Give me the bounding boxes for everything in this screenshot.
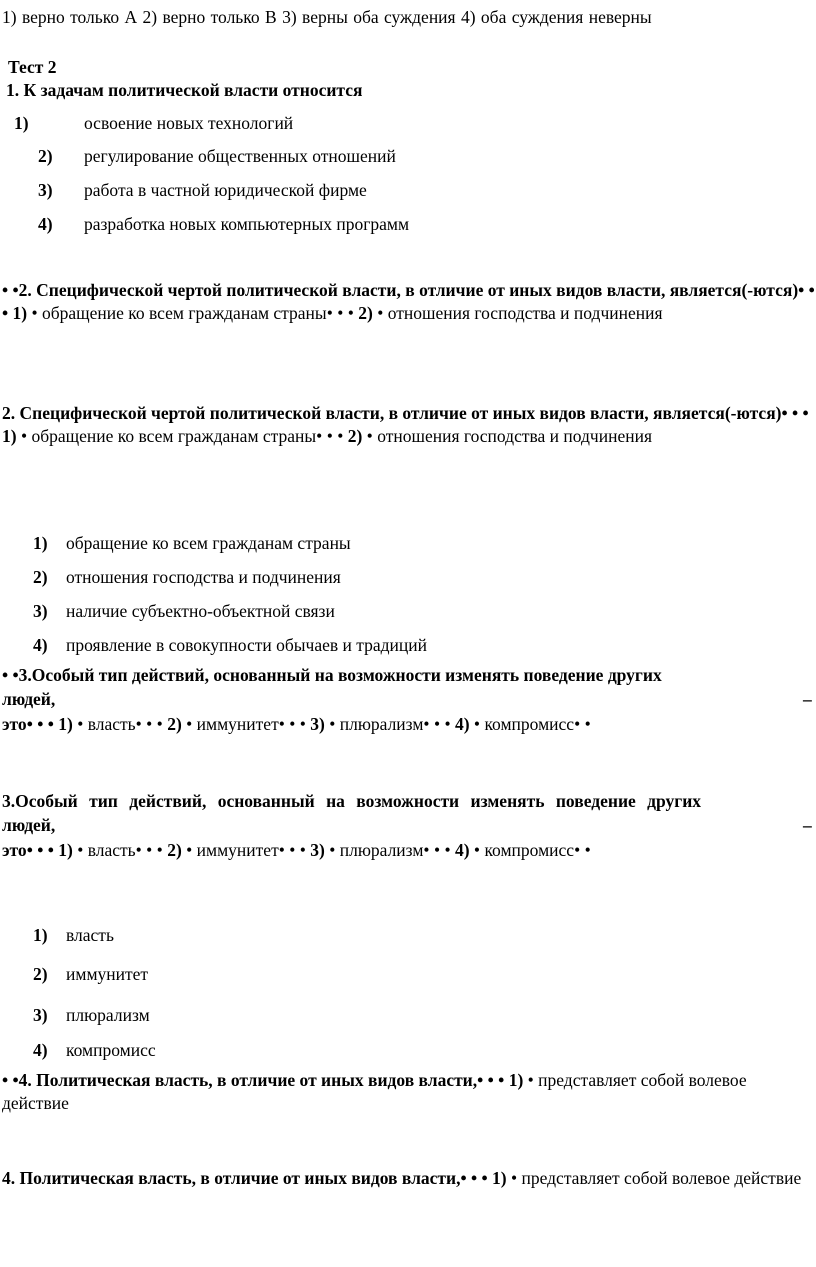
q3a-text-2: иммунитет [196, 714, 279, 734]
bullet-icon: • [47, 714, 54, 734]
q2-option-4-num: 4) [33, 635, 48, 655]
bullet-icon: • [329, 840, 336, 860]
bullet-icon: • [473, 840, 481, 860]
bullet-icon: • [329, 714, 336, 734]
q3a-num-3: 3) [310, 714, 325, 734]
q1-question: 1. К задачам политической власти относится [6, 80, 363, 100]
q3-option-1-text: власть [66, 925, 114, 945]
bullet-icon: • [584, 714, 591, 734]
q3b-line-1: 3.Особый тип действий, основанный на возможности изменять поведение других [2, 791, 702, 811]
q2-garbled-a [2, 279, 816, 325]
q1-option-1-num: 1) [14, 113, 29, 133]
q4b-text-1: представляет собой волевое действие [521, 1168, 802, 1188]
bullet-icon: • [156, 840, 163, 860]
q3-option-3-num: 3) [33, 1005, 48, 1025]
q4a-num-1: 1) [508, 1070, 524, 1090]
q2-option-1-num: 1) [33, 533, 48, 553]
bullet-icon: • [186, 714, 193, 734]
q2b-text-1: обращение ко всем гражданам страны [31, 426, 317, 446]
bullet-icon: • [37, 714, 44, 734]
q1-option-4-num: 4) [38, 214, 53, 234]
bullet-icon: • [574, 714, 581, 734]
q3b-line-2-right: – [803, 815, 812, 835]
bullet-icon: • [326, 303, 333, 323]
q2b-num-2: 2) [347, 426, 363, 446]
q3b-num-1: 1) [58, 840, 73, 860]
bullet-icon: • [2, 665, 9, 685]
q1-option-3-num: 3) [38, 180, 53, 200]
q1-option-2-num: 2) [38, 146, 53, 166]
q1-option-1-text: освоение новых технологий [84, 113, 294, 133]
bullet-icon: • [135, 840, 142, 860]
q2-option-1-text: обращение ко всем гражданам страны [66, 533, 351, 553]
bullet-icon: • [278, 840, 285, 860]
q2-option-2-num: 2) [33, 567, 48, 587]
q2-option-3-text: наличие субъектно-объектной связи [66, 601, 335, 621]
q2-garbled-b [2, 402, 816, 448]
bullet-icon: • [527, 1070, 534, 1090]
q3a-num-2: 2) [167, 714, 182, 734]
bullet-icon: • [289, 840, 296, 860]
bullet-icon: • [2, 1070, 9, 1090]
bullet-icon: • [326, 426, 333, 446]
bullet-icon: • [781, 403, 788, 423]
bullet-icon: • [26, 840, 33, 860]
q3b-line-3 [2, 839, 591, 862]
q4a-question: 4. Политическая власть, в отличие от иных видов власти, [18, 1070, 478, 1090]
q4b-num-1: 1) [492, 1168, 507, 1188]
q3a-line-2-left: людей, [2, 689, 56, 709]
q3a-line-2-right: – [803, 689, 812, 709]
bullet-icon: • [289, 714, 296, 734]
bullet-icon: • [498, 1070, 505, 1090]
q3a-num-4: 4) [454, 714, 470, 734]
q2-option-2-text: отношения господства и подчинения [66, 567, 341, 587]
bullet-icon: • [146, 840, 153, 860]
q2a-question: 2. Специфической чертой политической власти, в отличие от иных видов власти, является(-ются) [18, 280, 799, 300]
q1-option-3-text: работа в частной юридической фирме [84, 180, 367, 200]
q3a-text-4: компромисс [484, 714, 575, 734]
bullet-icon: • [444, 840, 451, 860]
bullet-icon: • [471, 1168, 478, 1188]
q4b-question: 4. Политическая власть, в отличие от иных видов власти, [2, 1168, 461, 1188]
answer-key-options: 1) верно только А 2) верно только В 3) верны оба суждения 4) оба суждения неверны [2, 7, 652, 27]
bullet-icon: • [808, 280, 815, 300]
q4-garbled-b [2, 1167, 816, 1190]
q3b-word: это [2, 840, 27, 860]
bullet-icon: • [135, 714, 142, 734]
q3b-line-2-left: людей, [2, 815, 56, 835]
q3b-num-4: 4) [454, 840, 470, 860]
q3-option-4-num: 4) [33, 1040, 48, 1060]
q3-option-2-text: иммунитет [66, 964, 149, 984]
q2b-num-1: 1) [2, 426, 17, 446]
q2a-num-2: 2) [358, 303, 373, 323]
q3a-word: это [2, 714, 27, 734]
bullet-icon: • [510, 1168, 518, 1188]
bullet-icon: • [77, 840, 84, 860]
bullet-icon: • [366, 426, 373, 446]
bullet-icon: • [433, 714, 441, 734]
bullet-icon: • [433, 840, 441, 860]
q3b-text-3: плюрализм [339, 840, 424, 860]
q3-option-1-num: 1) [33, 925, 48, 945]
bullet-icon: • [156, 714, 163, 734]
test-title: Тест 2 [8, 57, 57, 77]
bullet-icon: • [574, 840, 581, 860]
q2b-question: 2. Специфической чертой политической власти, в отличие от иных видов власти, является(-ются) [2, 403, 782, 423]
q3-option-2-num: 2) [33, 964, 48, 984]
bullet-icon: • [337, 426, 344, 446]
bullet-icon: • [423, 714, 430, 734]
q3b-num-3: 3) [310, 840, 325, 860]
q3b-num-2: 2) [167, 840, 182, 860]
q2-option-3-num: 3) [33, 601, 48, 621]
bullet-icon: • [31, 303, 38, 323]
bullet-icon: • [186, 840, 193, 860]
bullet-icon: • [26, 714, 33, 734]
q4-garbled-a [2, 1069, 816, 1115]
q3b-text-4: компромисс [484, 840, 575, 860]
bullet-icon: • [278, 714, 285, 734]
q3-option-3-text: плюрализм [66, 1005, 150, 1025]
q2-option-4-text: проявление в совокупности обычаев и традиций [66, 635, 427, 655]
q1-option-2-text: регулирование общественных отношений [84, 146, 396, 166]
bullet-icon: • [146, 714, 153, 734]
q3a-text-3: плюрализм [339, 714, 424, 734]
bullet-icon: • [316, 426, 323, 446]
q3a-question: 3.Особый тип действий, основанный на возможности изменять поведение других [18, 665, 662, 685]
bullet-icon: • [337, 303, 344, 323]
bullet-icon: • [347, 303, 354, 323]
bullet-icon: • [2, 303, 9, 323]
bullet-icon: • [377, 303, 384, 323]
bullet-icon: • [481, 1168, 488, 1188]
bullet-icon: • [47, 840, 54, 860]
bullet-icon: • [584, 840, 591, 860]
bullet-icon: • [12, 280, 19, 300]
bullet-icon: • [77, 714, 84, 734]
bullet-icon: • [460, 1168, 467, 1188]
q3-option-4-text: компромисс [66, 1040, 156, 1060]
q2a-text-1: обращение ко всем гражданам страны [41, 303, 327, 323]
q3b-text-2: иммунитет [196, 840, 279, 860]
bullet-icon: • [299, 840, 306, 860]
bullet-icon: • [487, 1070, 494, 1090]
bullet-icon: • [473, 714, 481, 734]
q1-option-4-text: разработка новых компьютерных программ [84, 214, 410, 234]
q3a-num-1: 1) [58, 714, 73, 734]
q4a-text-1: представляет собой волевое действие [2, 1070, 747, 1113]
bullet-icon: • [792, 403, 799, 423]
q3a-line-3 [2, 713, 591, 736]
bullet-icon: • [37, 840, 44, 860]
q3a-text-1: власть [87, 714, 136, 734]
q3b-text-1: власть [87, 840, 136, 860]
bullet-icon: • [2, 280, 9, 300]
bullet-icon: • [299, 714, 306, 734]
bullet-icon: • [423, 840, 430, 860]
bullet-icon: • [12, 665, 19, 685]
bullet-icon: • [444, 714, 451, 734]
bullet-icon: • [802, 403, 809, 423]
bullet-icon: • [20, 426, 28, 446]
q3a-line-1 [2, 664, 662, 687]
bullet-icon: • [477, 1070, 484, 1090]
bullet-icon: • [798, 280, 805, 300]
q2b-text-2: отношения господства и подчинения [377, 426, 653, 446]
bullet-icon: • [12, 1070, 19, 1090]
q2a-num-1: 1) [12, 303, 28, 323]
q2a-text-2: отношения господства и подчинения [387, 303, 663, 323]
